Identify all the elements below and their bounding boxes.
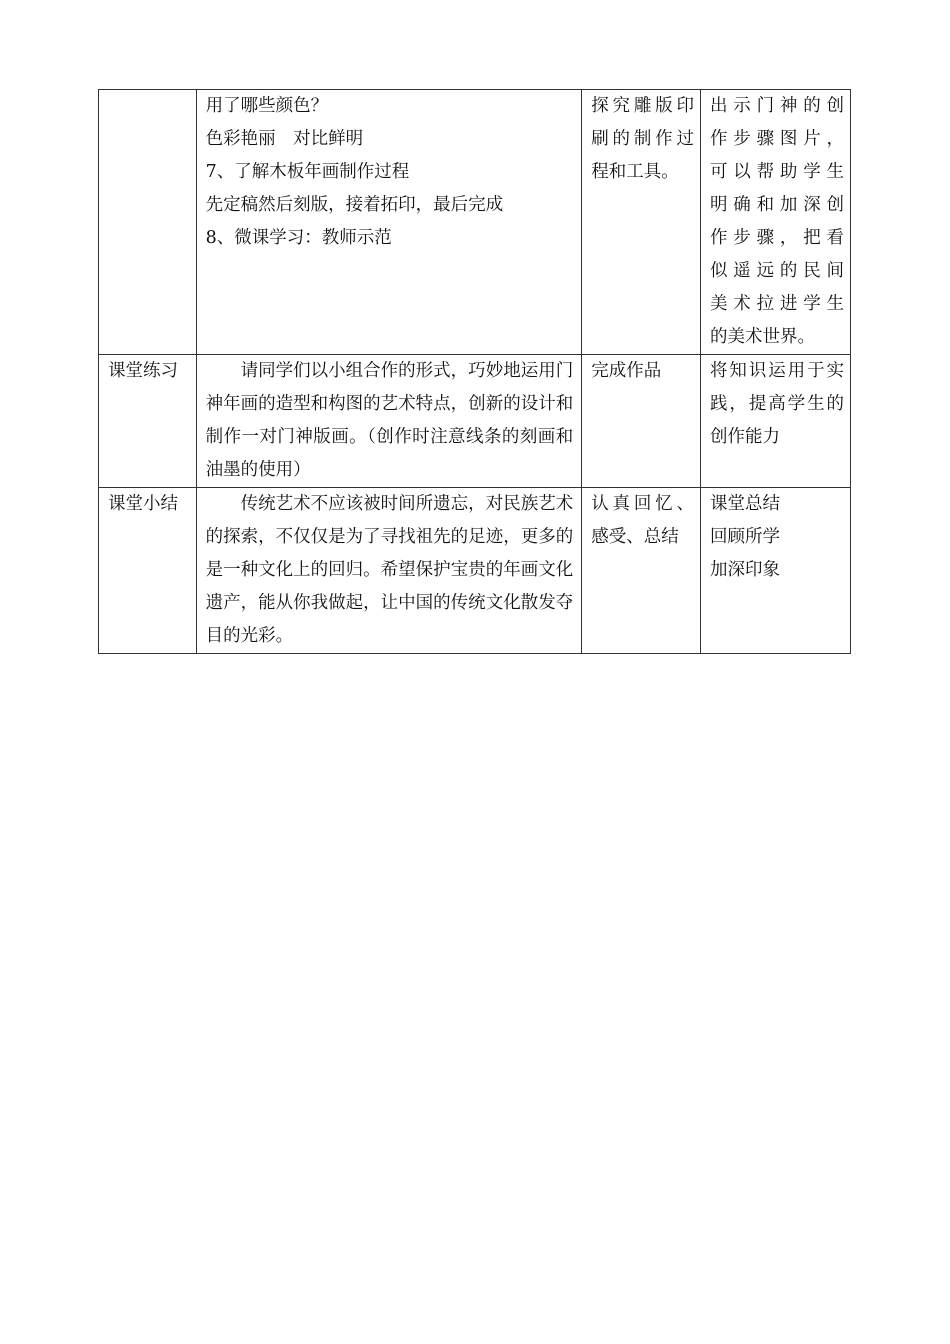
content-cell [196,488,582,654]
design-line: 作步骤图片， [709,129,844,149]
table-row-practice [99,355,851,488]
design-intent-cell [700,488,850,654]
design-line: 回顾所学 [709,527,780,547]
design-line: 出示门神的创 [709,96,844,116]
design-line: 作步骤，把看 [709,228,844,248]
lesson-plan-table [98,89,851,654]
design-line: 美术拉进学生 [709,294,844,314]
content-cell [196,355,582,488]
content-line: 先定稿然后刻版，接着拓印，最后完成 [205,195,504,215]
design-intent-cell [700,355,850,488]
row-label-cell [99,355,197,488]
design-text: 将知识运用于实践，提高学生的创作能力 [709,361,844,447]
content-line: 8、微课学习：教师示范 [205,228,392,248]
row-label-cell [99,90,197,355]
design-line: 明确和加深创 [709,195,844,215]
student-activity-cell [582,355,701,488]
design-intent-cell [700,90,850,355]
student-activity-text: 完成作品 [591,361,662,381]
design-line: 的美术世界。 [709,327,815,347]
student-activity-text: 探究雕版印刷的制作过程和工具。 [591,96,694,182]
student-activity-cell [582,488,701,654]
row-label-cell [99,488,197,654]
content-line: 7、了解木板年画制作过程 [205,162,410,182]
row-label: 课堂练习 [108,361,178,381]
table-row-process [99,90,851,355]
row-label: 课堂小结 [108,494,178,514]
content-paragraph: 传统艺术不应该被时间所遗忘，对民族艺术的探索，不仅仅是为了寻找祖先的足迹，更多的是一种文化上的回归。希望保护宝贵的年画文化遗产，能从你我做起，让中国的传统文化散发夺目的光彩。 [205,494,574,646]
content-paragraph: 请同学们以小组合作的形式，巧妙地运用门神年画的造型和构图的艺术特点，创新的设计和制作一对门神版画。（创作时注意线条的刻画和油墨的使用） [205,361,574,480]
content-line: 色彩艳丽 对比鲜明 [205,129,364,149]
student-activity-cell [582,90,701,355]
student-activity-text: 认真回忆、感受、总结 [591,494,694,547]
design-line: 似遥远的民间 [709,261,844,281]
design-line: 可以帮助学生 [709,162,844,182]
design-line: 加深印象 [709,560,780,580]
design-line: 课堂总结 [709,494,780,514]
content-line: 用了哪些颜色？ [205,96,329,116]
content-cell [196,90,582,355]
table-row-summary [99,488,851,654]
